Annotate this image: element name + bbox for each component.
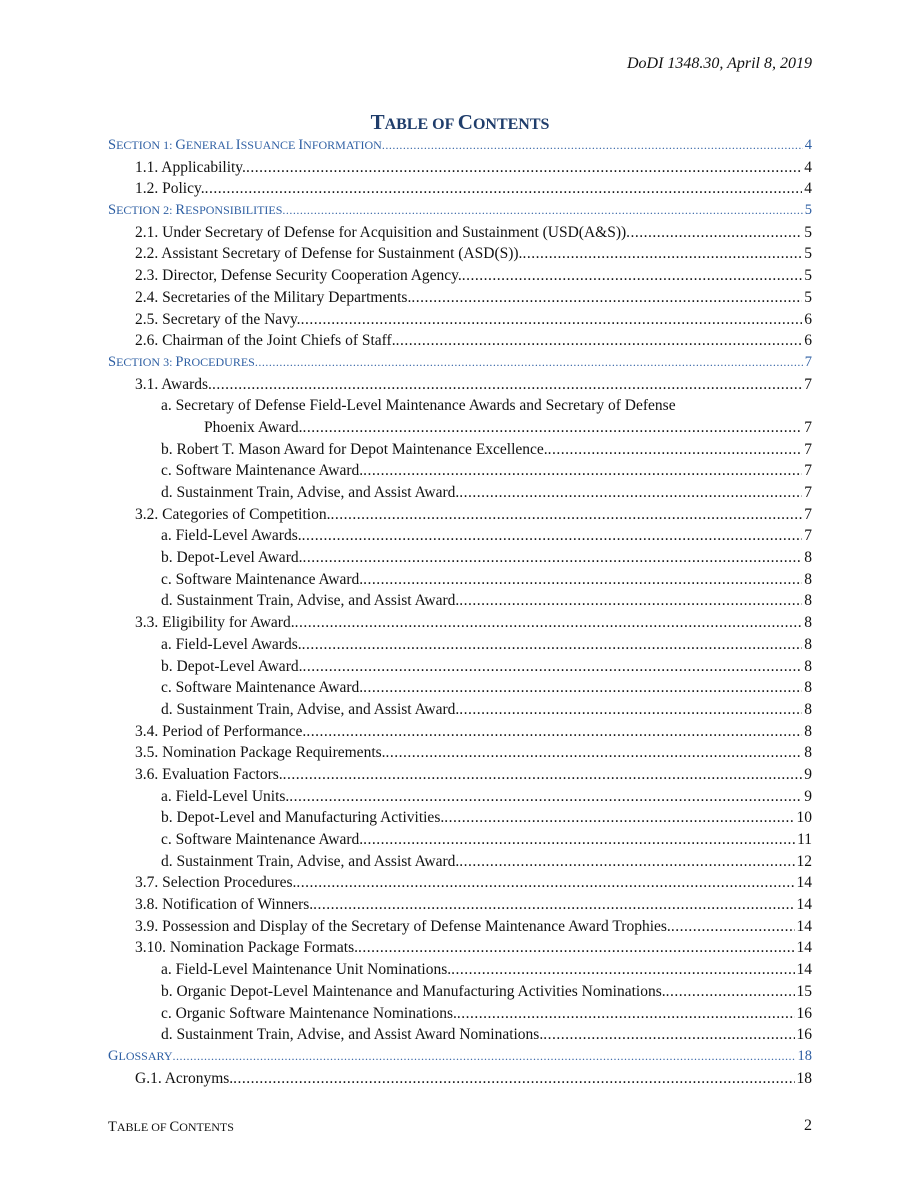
toc-page-number: 7 (804, 462, 812, 480)
toc-page-number: 14 (796, 939, 812, 957)
leader-dots (457, 1003, 795, 1025)
leader-dots (255, 352, 803, 374)
toc-page-number: 8 (804, 744, 812, 762)
toc-entry-title: c. Organic Software Maintenance Nominations. (161, 1004, 457, 1022)
toc-entry[interactable] (108, 395, 812, 417)
toc-entry[interactable] (108, 439, 812, 461)
toc-entry[interactable] (108, 677, 812, 699)
toc-entry-title: 3.10. Nomination Package Formats. (135, 939, 358, 957)
toc-entry[interactable] (108, 721, 812, 743)
toc-page-number: 6 (804, 332, 812, 350)
toc-entry[interactable] (108, 417, 812, 439)
toc-page-number: 7 (804, 505, 812, 523)
toc-entry-section-2[interactable] (108, 200, 812, 222)
leader-dots (282, 200, 802, 222)
leader-dots (330, 504, 802, 526)
toc-entry[interactable] (108, 482, 812, 504)
toc-page-number: 5 (804, 267, 812, 285)
toc-page-number: 4 (804, 158, 812, 176)
toc-entry-section-1[interactable] (108, 135, 812, 157)
leader-dots (411, 287, 802, 309)
toc-entry[interactable] (108, 656, 812, 678)
toc-entry[interactable] (108, 786, 812, 808)
leader-dots (459, 590, 802, 612)
toc-page-number: 11 (797, 831, 812, 848)
leader-dots (233, 1068, 794, 1090)
toc-page-number: 8 (804, 570, 812, 588)
toc-entry-title: 3.1. Awards. (135, 375, 212, 393)
table-of-contents (108, 135, 812, 1089)
toc-entry[interactable] (108, 243, 812, 265)
toc-entry-title: 3.6. Evaluation Factors. (135, 765, 283, 783)
toc-entry-section-3[interactable] (108, 352, 812, 374)
footer-label: TABLE OF CONTENTS (108, 1119, 234, 1135)
toc-entry[interactable] (108, 829, 812, 851)
toc-entry-title: 2.5. Secretary of the Navy. (135, 310, 301, 328)
leader-dots (459, 851, 794, 873)
toc-entry-title: b. Robert T. Mason Award for Depot Maintenance Excellence. (161, 440, 548, 458)
toc-entry-title: a. Field-Level Maintenance Unit Nominations. (161, 961, 452, 979)
toc-title: TABLE OF CONTENTS (370, 110, 550, 134)
toc-entry-title: 2.6. Chairman of the Joint Chiefs of Staff. (135, 332, 396, 350)
toc-entry[interactable] (108, 851, 812, 873)
leader-dots (522, 243, 802, 265)
leader-dots (302, 656, 802, 678)
toc-entry[interactable] (108, 590, 812, 612)
toc-entry[interactable] (108, 959, 812, 981)
leader-dots (543, 1024, 794, 1046)
toc-entry-title: 3.8. Notification of Winners. (135, 896, 314, 914)
leader-dots (548, 439, 803, 461)
toc-entry-title: 2.3. Director, Defense Security Cooperation Agency. (135, 267, 462, 285)
toc-entry[interactable] (108, 309, 812, 331)
toc-entry-title: a. Field-Level Units. (161, 787, 290, 805)
toc-page-number: 8 (804, 592, 812, 610)
toc-entry-title: a. Field-Level Awards. (161, 635, 302, 653)
toc-page-number: 12 (796, 852, 812, 870)
toc-page-number: 7 (804, 418, 812, 436)
toc-entry-title: G.1. Acronyms. (135, 1069, 234, 1087)
toc-entry-title: d. Sustainment Train, Advise, and Assist Award. (161, 592, 460, 610)
toc-entry-title: b. Depot-Level Award. (161, 549, 303, 567)
toc-entry-title: b. Depot-Level Award. (161, 657, 303, 675)
leader-dots (382, 135, 803, 157)
toc-entry[interactable] (108, 807, 812, 829)
toc-entry[interactable] (108, 460, 812, 482)
leader-dots (666, 981, 795, 1003)
leader-dots (302, 525, 803, 547)
toc-page-number: 7 (804, 440, 812, 458)
toc-page-number: 9 (804, 787, 812, 805)
toc-page-number: 14 (796, 917, 812, 935)
toc-entry-title: SECTION 1: GENERAL ISSUANCE INFORMATION (108, 137, 382, 153)
leader-dots (283, 764, 803, 786)
toc-entry[interactable] (108, 872, 812, 894)
toc-entry[interactable] (108, 222, 812, 244)
leader-dots (462, 265, 802, 287)
footer-page-number: 2 (804, 1117, 812, 1134)
toc-page-number: 18 (797, 1047, 812, 1064)
toc-entry[interactable] (108, 330, 812, 352)
toc-page-number: 8 (804, 657, 812, 675)
leader-dots (246, 157, 802, 179)
toc-page-number: 7 (804, 484, 812, 501)
toc-entry[interactable] (108, 981, 812, 1003)
toc-page-number: 9 (804, 765, 812, 783)
leader-dots (363, 677, 802, 699)
leader-dots (626, 222, 802, 244)
toc-page-number: 8 (804, 722, 812, 740)
leader-dots (205, 178, 803, 200)
toc-page-number: 5 (804, 202, 812, 219)
toc-page-number: 14 (796, 874, 812, 892)
toc-entry-title: 3.7. Selection Procedures. (135, 874, 297, 892)
toc-page-number: 4 (804, 180, 812, 198)
leader-dots (358, 937, 795, 959)
toc-entry[interactable] (108, 916, 812, 938)
toc-page-number: 18 (796, 1069, 812, 1087)
toc-entry-title: 3.2. Categories of Competition. (135, 505, 331, 523)
toc-entry-title: c. Software Maintenance Award. (161, 831, 364, 848)
leader-dots (459, 699, 802, 721)
leader-dots (173, 1046, 796, 1068)
toc-entry[interactable] (108, 1003, 812, 1025)
toc-page-number: 16 (796, 1026, 812, 1044)
toc-entry[interactable] (108, 634, 812, 656)
toc-entry[interactable] (108, 525, 812, 547)
toc-entry[interactable] (108, 569, 812, 591)
leader-dots (301, 309, 803, 331)
toc-entry-title: a. Field-Level Awards. (161, 527, 302, 545)
toc-entry[interactable] (108, 742, 812, 764)
toc-entry-title: d. Sustainment Train, Advise, and Assist Award Nominations. (161, 1026, 544, 1044)
toc-entry-title: c. Software Maintenance Award. (161, 462, 364, 480)
toc-entry-title: 3.9. Possession and Display of the Secretary of Defense Maintenance Award Trophies. (135, 917, 671, 935)
toc-page-number: 7 (804, 527, 812, 545)
leader-dots (296, 872, 794, 894)
toc-entry-title: 2.1. Under Secretary of Defense for Acquisition and Sustainment (USD(A&S)) (135, 223, 627, 241)
toc-entry-title: 3.5. Nomination Package Requirements. (135, 744, 386, 762)
toc-entry[interactable] (108, 178, 812, 200)
leader-dots (396, 330, 803, 352)
toc-entry-title: 2.4. Secretaries of the Military Departments. (135, 288, 412, 306)
toc-entry[interactable] (108, 157, 812, 179)
leader-dots (212, 374, 802, 396)
toc-entry-title: c. Software Maintenance Award. (161, 679, 364, 697)
toc-entry-title: b. Depot-Level and Manufacturing Activities. (161, 809, 445, 827)
toc-page-number: 15 (796, 982, 812, 1000)
toc-entry[interactable] (108, 612, 812, 634)
leader-dots (363, 460, 802, 482)
leader-dots (459, 482, 802, 504)
toc-entry-title: a. Secretary of Defense Field-Level Maintenance Awards and Secretary of Defense (161, 397, 676, 415)
toc-entry-title: 3.3. Eligibility for Award. (135, 614, 295, 632)
toc-page-number: 5 (804, 288, 812, 306)
toc-entry[interactable] (108, 1068, 812, 1090)
leader-dots (444, 807, 794, 829)
leader-dots (386, 742, 803, 764)
leader-dots (295, 612, 803, 634)
leader-dots (451, 959, 794, 981)
toc-entry[interactable] (108, 504, 812, 526)
toc-page-number: 8 (804, 700, 812, 718)
toc-page-number: 7 (804, 353, 812, 370)
leader-dots (302, 634, 803, 656)
leader-dots (289, 786, 802, 808)
leader-dots (313, 894, 794, 916)
toc-entry-title: GLOSSARY (108, 1047, 173, 1064)
toc-entry[interactable] (108, 1024, 812, 1046)
leader-dots (363, 829, 795, 851)
toc-page-number: 14 (796, 961, 812, 979)
toc-page-number: 4 (804, 137, 812, 153)
running-header: DoDI 1348.30, April 8, 2019 (626, 55, 812, 72)
toc-entry[interactable] (108, 764, 812, 786)
toc-entry-title: 2.2. Assistant Secretary of Defense for Sustainment (ASD(S)). (135, 245, 523, 263)
toc-entry-title: 1.1. Applicability. (135, 158, 246, 176)
leader-dots (671, 916, 795, 938)
toc-page-number: 8 (804, 679, 812, 697)
toc-entry[interactable] (108, 937, 812, 959)
toc-entry-title: SECTION 3: PROCEDURES (108, 353, 255, 370)
toc-entry-title: c. Software Maintenance Award. (161, 570, 364, 588)
toc-entry[interactable] (108, 287, 812, 309)
toc-entry-title: 1.2. Policy. (135, 180, 205, 198)
toc-page-number: 8 (804, 549, 812, 567)
toc-entry-title: SECTION 2: RESPONSIBILITIES (108, 202, 283, 219)
toc-entry-title: d. Sustainment Train, Advise, and Assist Award. (161, 700, 460, 718)
toc-entry[interactable] (108, 374, 812, 396)
toc-entry[interactable] (108, 894, 812, 916)
toc-page-number: 14 (796, 896, 812, 914)
toc-page-number: 6 (804, 310, 812, 328)
leader-dots (306, 721, 802, 743)
toc-page-number: 5 (804, 245, 812, 263)
toc-page-number: 5 (804, 223, 812, 241)
toc-page-number: 8 (804, 614, 812, 632)
toc-entry[interactable] (108, 547, 812, 569)
leader-dots (302, 417, 802, 439)
leader-dots (363, 569, 802, 591)
toc-entry[interactable] (108, 265, 812, 287)
toc-entry-title: Phoenix Award. (204, 418, 303, 436)
toc-entry-title: 3.4. Period of Performance. (135, 722, 307, 740)
toc-page-number: 10 (796, 809, 812, 827)
toc-entry-glossary[interactable] (108, 1046, 812, 1068)
toc-page-number: 8 (804, 635, 812, 653)
toc-entry-title: d. Sustainment Train, Advise, and Assist Award. (161, 852, 460, 870)
toc-entry-title: b. Organic Depot-Level Maintenance and Manufacturing Activities Nominations. (161, 982, 666, 1000)
toc-page-number: 16 (796, 1004, 812, 1022)
toc-entry[interactable] (108, 699, 812, 721)
toc-page-number: 7 (804, 375, 812, 393)
leader-dots (302, 547, 802, 569)
toc-entry-title: d. Sustainment Train, Advise, and Assist Award. (161, 484, 460, 501)
